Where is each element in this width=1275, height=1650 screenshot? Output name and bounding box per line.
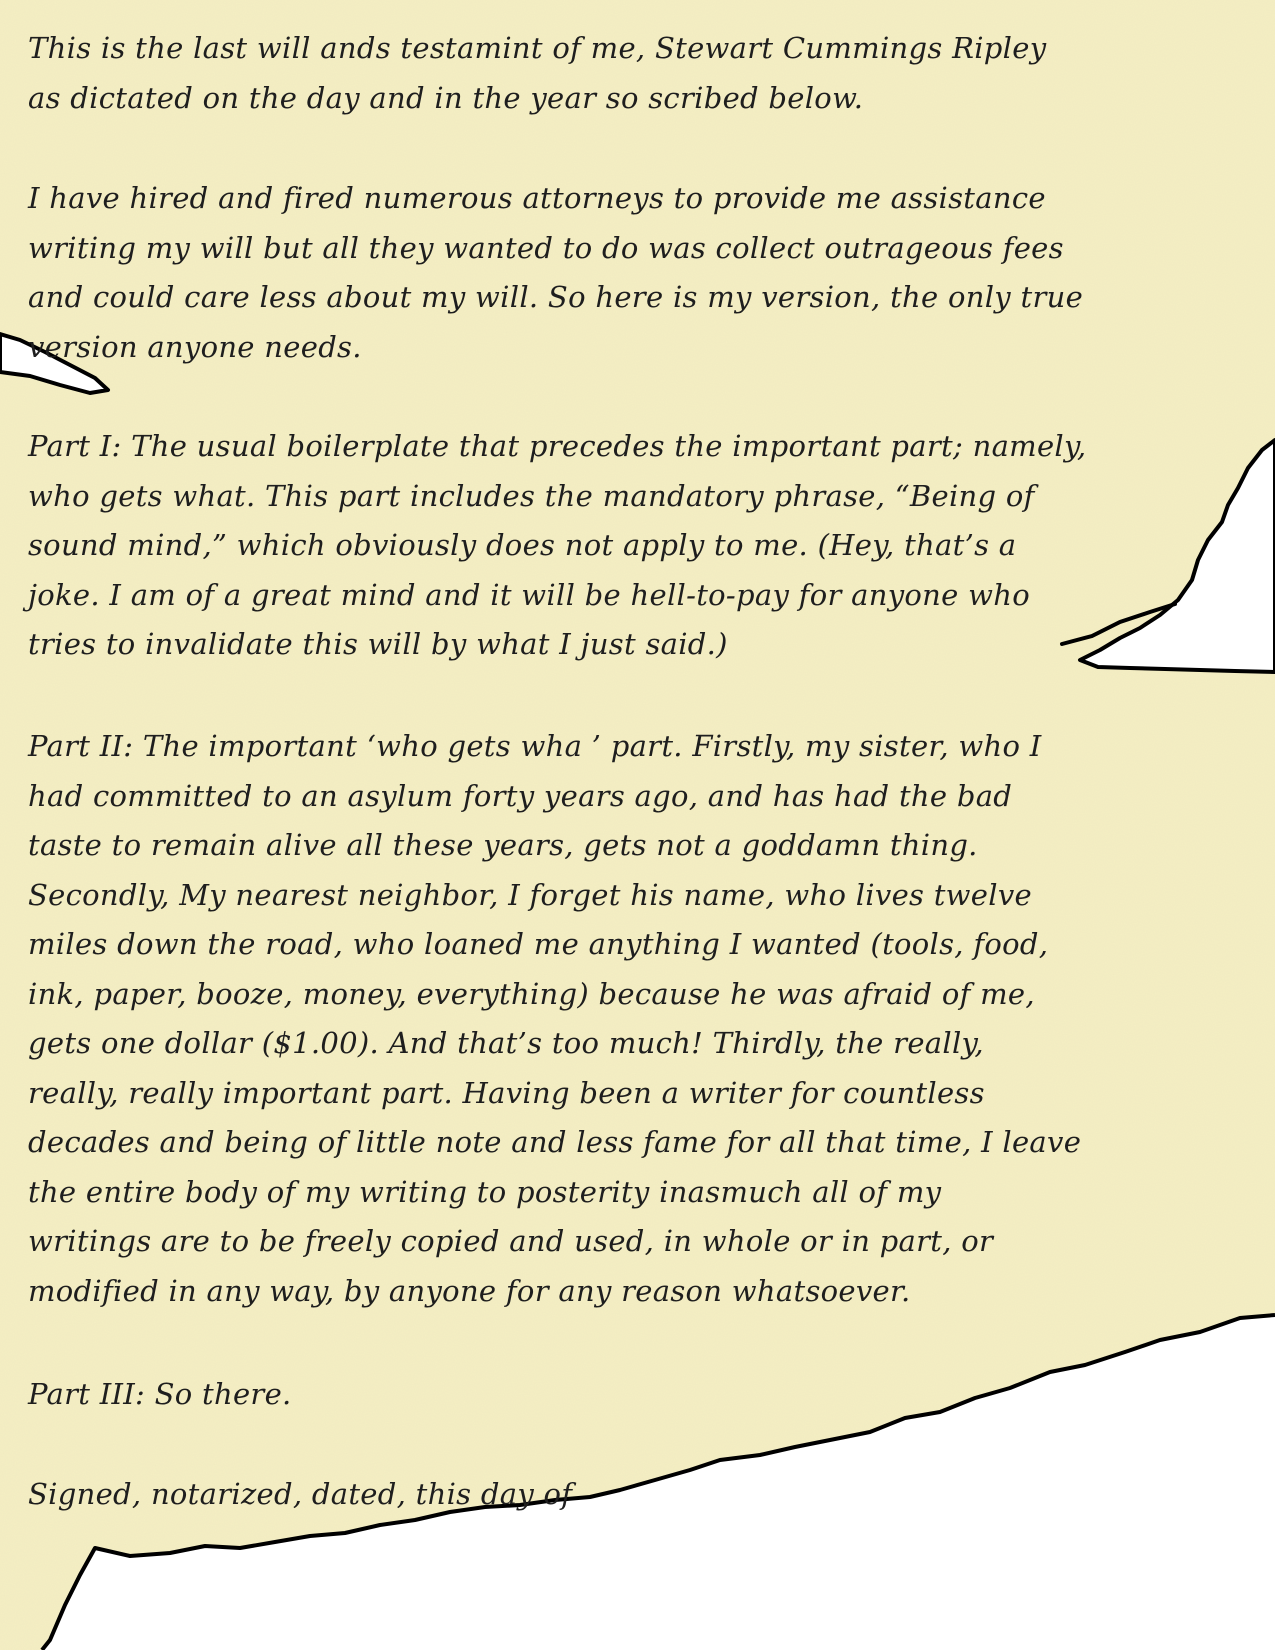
text-line: miles down the road, who loaned me anything I wanted (tools, food, [28,927,1049,961]
text-line: joke. I am of a great mind and it will be hell-to-pay for anyone who [28,577,1030,612]
intro-paragraph [28,24,1046,123]
text-line: Part I: The usual boilerplate that precedes the important part; namely, [28,429,1087,463]
text-line: modified in any way, by anyone for any reason whatsoever. [28,1273,911,1308]
text-line: ink, paper, booze, money, everything) because he was afraid of me, [28,976,1035,1011]
text-line: This is the last will ands testamint of me, Stewart Cummings Ripley [28,31,1047,65]
text-line: and could care less about my will. So here is my version, the only true [28,280,1084,314]
text-line: decades and being of little note and less fame for all that time, I leave [28,1125,1082,1159]
text-line: sound mind,” which obviously does not apply to me. (Hey, that’s a [28,528,1017,562]
text-line: I have hired and fired numerous attorneys to provide me assistance [28,181,1046,215]
text-line: Signed, notarized, dated, this day of [28,1477,573,1511]
text-line: version anyone needs. [28,329,362,364]
text-line: as dictated on the day and in the year so scribed below. [28,80,864,115]
text-line: the entire body of my writing to posterity inasmuch all of my [28,1174,942,1209]
part-one-paragraph [28,422,1086,670]
part-three-paragraph [28,1370,292,1420]
text-line: Part II: The important ‘who gets wha ’ part. Firstly, my sister, who I [28,729,1042,763]
text-line: who gets what. This part includes the mandatory phrase, “Being of [28,478,1035,513]
text-line: really, really important part. Having been a writer for countless [28,1075,985,1110]
attorneys-paragraph [28,174,1083,372]
part-two-paragraph [28,722,1081,1316]
text-line: writings are to be freely copied and used, in whole or in part, or [28,1224,994,1258]
text-line: writing my will but all they wanted to do was collect outrageous fees [28,230,1064,265]
text-line: taste to remain alive all these years, gets not a goddamn thing. [28,828,978,862]
text-line: Secondly, My nearest neighbor, I forget his name, who lives twelve [28,877,1032,912]
text-line: Part III: So there. [28,1377,292,1411]
text-line: tries to invalidate this will by what I just said.) [28,627,728,661]
text-line: had committed to an asylum forty years ago, and has had the bad [28,778,1013,813]
signature-line [28,1470,572,1520]
text-line: gets one dollar ($1.00). And that’s too much! Thirdly, the really, [28,1026,984,1060]
